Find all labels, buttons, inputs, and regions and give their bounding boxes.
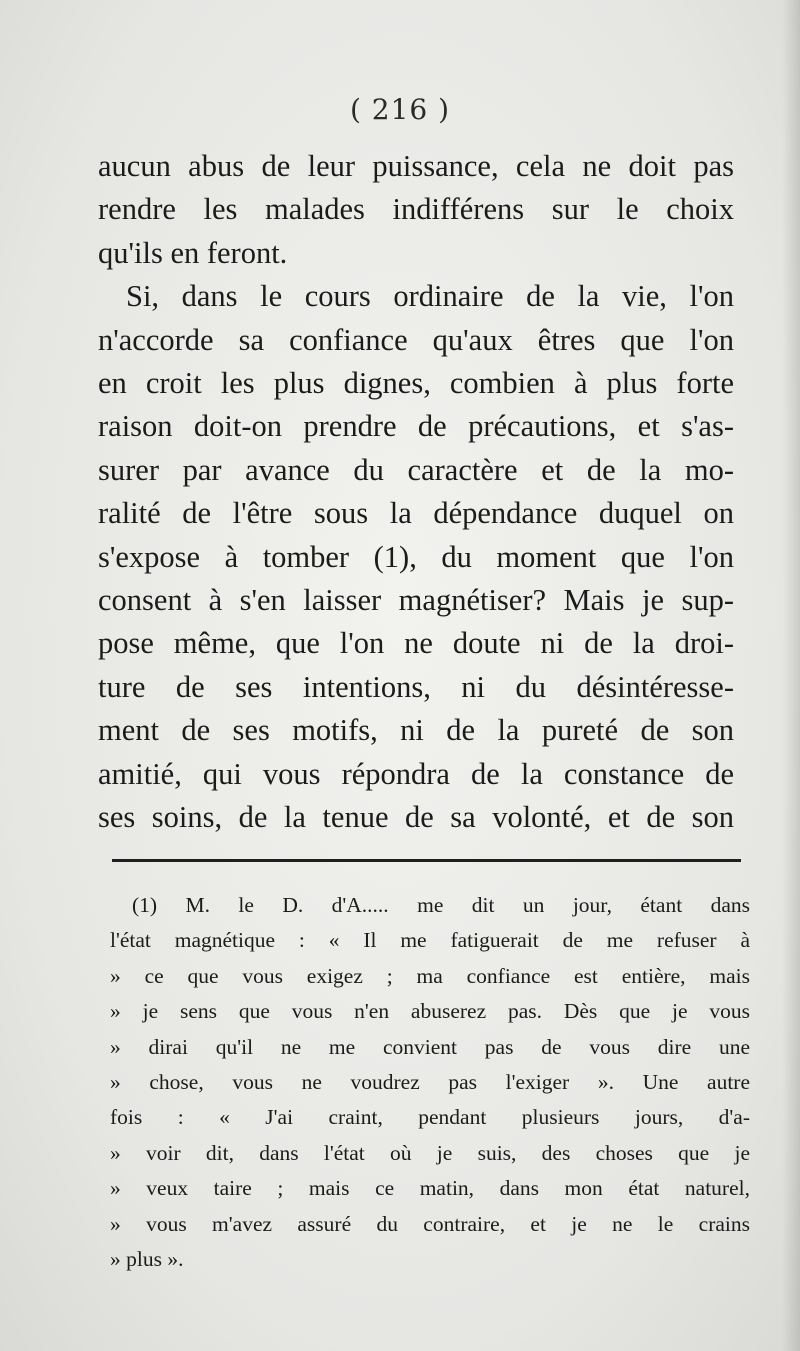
footnote-rule [112, 859, 741, 862]
footnote-line: » voir dit, dans l'état où je suis, des choses que je [110, 1140, 750, 1165]
body-line: raison doit-on prendre de précautions, et s'as- [98, 409, 734, 444]
body-line: consent à s'en laisser magnétiser? Mais je sup- [98, 583, 734, 618]
page-number: ( 216 ) [349, 93, 451, 126]
body-line: qu'ils en feront. [98, 235, 288, 270]
footnote-line: » ce que vous exigez ; ma confiance est entière, mais [110, 963, 750, 988]
footnote-line: » veux taire ; mais ce matin, dans mon état naturel, [110, 1176, 750, 1201]
body-line: n'accorde sa confiance qu'aux êtres que l'on [98, 322, 734, 357]
body-line: en croit les plus dignes, combien à plus forte [98, 366, 734, 401]
body-line: amitié, qui vous répondra de la constance de [98, 756, 734, 791]
footnote-line: fois : « J'ai craint, pendant plusieurs jours, d'a- [110, 1105, 750, 1130]
body-line: surer par avance du caractère et de la mo- [98, 452, 734, 487]
body-line: ralité de l'être sous la dépendance duquel on [98, 496, 734, 531]
footnote-line: » plus ». [110, 1247, 184, 1272]
body-line: rendre les malades indifférens sur le choix [98, 192, 734, 227]
body-line: Si, dans le cours ordinaire de la vie, l'on [126, 279, 734, 314]
page-spine-shadow [782, 0, 800, 1351]
body-text [98, 145, 734, 840]
footnote-line: » dirai qu'il ne me convient pas de vous dire une [110, 1034, 750, 1059]
body-line: s'expose à tomber (1), du moment que l'on [98, 539, 734, 574]
footnote-line: (1) M. le D. d'A..... me dit un jour, étant dans [132, 893, 750, 917]
footnote [110, 888, 750, 1277]
footnote-line: » vous m'avez assuré du contraire, et je ne le crains [110, 1211, 750, 1236]
body-line: ses soins, de la tenue de sa volonté, et de son [98, 800, 734, 835]
body-line: pose même, que l'on ne doute ni de la droi- [98, 626, 734, 661]
footnote-line: l'état magnétique : « Il me fatiguerait de me refuser à [110, 928, 750, 953]
body-line: aucun abus de leur puissance, cela ne doit pas [98, 149, 734, 183]
body-line: ment de ses motifs, ni de la pureté de son [98, 713, 734, 748]
body-line: ture de ses intentions, ni du désintéresse- [98, 669, 734, 704]
footnote-line: » je sens que vous n'en abuserez pas. Dès que je vous [110, 999, 750, 1024]
footnote-line: » chose, vous ne voudrez pas l'exiger ». Une autre [110, 1070, 750, 1095]
